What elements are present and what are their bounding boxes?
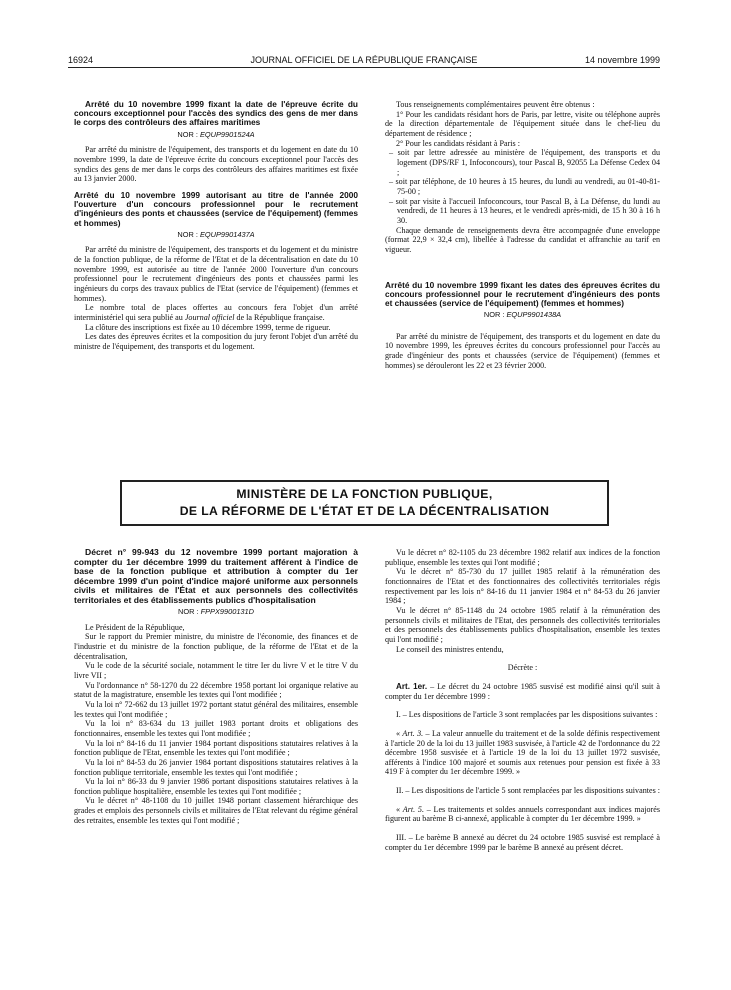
info-envelope: Chaque demande de renseignements devra être accompagnée d'une enveloppe (format 22,9 × 32,4 cm), libellée à l'adresse du candidat et affranchie au tarif en vigueur.	[385, 225, 660, 254]
section-2: II. – Les dispositions de l'article 5 sont remplacées par les dispositions suivantes :	[396, 786, 661, 796]
decret-para-8: Vu la loi n° 84-53 du 26 janvier 1984 portant dispositions statutaires relatives à la fonction publique territoriale, ensemble les textes qui l'ont modifiée ;	[74, 757, 358, 777]
decret-para-9: Vu la loi n° 86-33 du 9 janvier 1986 portant dispositions statutaires relatives à la fonction publique hospitalière, ensemble les textes qui l'ont modifiée ;	[74, 777, 358, 796]
section-3: III. – Le barème B annexé au décret du 24 octobre 1985 susvisé est remplacé à compter du 1er décembre 1999 par le barème B annexé au présent décret.	[385, 833, 660, 852]
arrete-3-title: Arrêté du 10 novembre 1999 fixant les dates des épreuves écrites du concours professionnel pour le recrutement d'ingénieurs des ponts et chaussées (service de l'équipement) (femmes et hommes)	[385, 279, 660, 308]
info-paris: 2° Pour les candidats résidant à Paris :	[396, 138, 520, 148]
info-dash-letter: – soit par lettre adressée au ministère de l'équipement, des transports et du logement (DPS/RF 1, Infoconcours), tour Pascal B, 92055 La Défense Cedex 04 ;	[389, 148, 660, 177]
section-2-quote	[385, 805, 660, 824]
banner-line-1: MINISTÈRE DE LA FONCTION PUBLIQUE,	[236, 487, 493, 501]
page-number: 16924	[68, 55, 94, 65]
decrete: Décrète :	[507, 663, 538, 673]
nor-code: EQUP9901524A	[199, 129, 255, 139]
nor-code: EQUP9901438A	[506, 310, 562, 320]
left-bottom-column	[74, 548, 358, 825]
section-1: I. – Les dispositions de l'article 3 sont remplacées par les dispositions suivantes :	[396, 710, 658, 720]
arrete-1-title: Arrêté du 10 novembre 1999 fixant la date de l'épreuve écrite du concours exceptionnel pour l'accès des syndics des gens de mer dans le corps des contrôleurs des affaires maritimes	[74, 99, 358, 128]
text-part: Le nombre total de places offertes au concours fera l'objet d'un arrêté interministériel qui sera publié au	[74, 303, 358, 322]
arrete-1-nor	[74, 130, 358, 140]
arrete-3-body: Par arrêté du ministre de l'équipement, des transports et du logement en date du 10 novembre 1999, les épreuves écrites du concours professionnel pour l'accès au grade d'ingénieur des ponts et chaussées (service de l'équipement) (femmes et hommes) se dérouleront les 22 et 23 février 2000.	[385, 331, 660, 370]
article-ref-italic: Art. 5.	[402, 804, 424, 814]
decret-para-5: Vu la loi n° 72-662 du 13 juillet 1972 portant statut général des militaires, ensemble les textes qui l'ont modifiée ;	[74, 699, 358, 719]
decret-nor	[74, 607, 358, 617]
info-dash-visit: – soit par visite à l'accueil Infoconcours, tour Pascal B, à La Défense, du lundi au vendredi, de 11 heures à 13 heures, et le vendredi après-midi, de 15 h 30 à 16 h 30.	[389, 196, 660, 225]
decret-para-1: Le Président de la République,	[85, 622, 185, 632]
decret-para-2: Sur le rapport du Premier ministre, du ministre de l'économie, des finances et de l'industrie et du ministre de la fonction publique, de la réforme de l'Etat et de la décentralisation,	[74, 632, 358, 661]
nor-label: NOR :	[483, 310, 507, 320]
journal-title: JOURNAL OFFICIEL DE LA RÉPUBLIQUE FRANÇAISE	[250, 55, 478, 65]
arrete-2-para-1: Par arrêté du ministre de l'équipement, des transports et du logement et du ministre de la fonction publique, de la réforme de l'Etat et de la décentralisation en date du 10 novembre 1999, est autorisée au titre de l'année 2000 l'ouverture d'un concours professionnel pour le recrutement d'ingénieurs des ponts et chaussées parmi les ingénieurs du corps des travaux publics de l'Etat (service de l'équipement) (femmes et hommes).	[74, 245, 358, 303]
info-dash-phone: – soit par téléphone, de 10 heures à 15 heures, du lundi au vendredi, au 01-40-81-75-00 ;	[389, 177, 660, 196]
quote-text: – La valeur annuelle du traitement et de la solde définis respectivement à l'article 20 de la loi du 13 juillet 1983 susvisée, à l'article 42 de l'ordonnance du 22 décembre 1958 susvisée et à l'article 19 de la loi du 13 juillet 1972 susvisée, afférents à l'indice 100 majoré et soumis aux retenues pour pension est fixée à 33 419 F à compter du 1er décembre 1999. »	[385, 728, 660, 777]
section-1-quote	[385, 729, 660, 777]
quote-text: – Les traitements et soldes annuels correspondant aux indices majorés figurent au barème B ci-annexé, applicable à compter du 1er décembre 1999. »	[385, 804, 660, 824]
issue-date: 14 novembre 1999	[584, 55, 660, 65]
arrete-2-para-4: Les dates des épreuves écrites et la composition du jury feront l'objet d'un arrêté du ministre de l'équipement, des transports et du logement.	[74, 332, 358, 351]
journal-officiel-italic: Journal officiel	[184, 312, 235, 322]
text-part: de la République française.	[234, 312, 325, 322]
decret-title: Décret n° 99-943 du 12 novembre 1999 portant majoration à compter du 1er décembre 1999 du traitement afférent à l'indice de base de la fonction publique et attribution à compter du 1er décembre 1999 d'un point d'indice majoré uniforme aux personnels civils et militaires de l'État et aux personnels des collectivités territoriales et des établissements publics d'hospitalisation	[74, 547, 358, 605]
decret-para-3: Vu le code de la sécurité sociale, notamment le titre Ier du livre V et le titre V du livre VII ;	[74, 661, 358, 680]
article-ref-italic: Art. 3.	[402, 728, 424, 738]
article-1-label: Art. 1er.	[396, 681, 428, 691]
info-intro: Tous renseignements complémentaires peuvent être obtenus :	[396, 100, 595, 109]
ministry-banner	[120, 480, 609, 526]
vu-decret-1985-730: Vu le décret n° 85-730 du 17 juillet 1985 relatif à la rémunération des fonctionnaires de l'Etat et des fonctionnaires des collectivités territoriales régis respectivement par les lois n° 84-16 du 11 janvier 1984 et n° 84-53 du 26 janvier 1984 ;	[385, 567, 660, 606]
quote-open: «	[396, 728, 403, 738]
article-1	[385, 682, 660, 701]
arrete-1-body: Par arrêté du ministre de l'équipement, des transports et du logement en date du 10 novembre 1999, la date de l'épreuve écrite du concours exceptionnel pour l'accès des syndics des gens de mer dans le corps des contrôleurs des affaires maritimes est fixée au 13 janvier 2000.	[74, 145, 358, 184]
arrete-2-para-2	[74, 303, 358, 322]
article-1-text: – Le décret du 24 octobre 1985 susvisé est modifié ainsi qu'il suit à compter du 1er décembre 1999 :	[385, 681, 660, 701]
left-top-column	[74, 100, 358, 352]
info-outside-paris: 1° Pour les candidats résidant hors de Paris, par lettre, visite ou téléphone auprès de la direction départementale de l'équipement située dans le chef-lieu du département de résidence ;	[385, 109, 660, 138]
banner-line-2: DE LA RÉFORME DE L'ÉTAT ET DE LA DÉCENTRALISATION	[179, 504, 550, 518]
decret-para-6: Vu la loi n° 83-634 du 13 juillet 1983 portant droits et obligations des fonctionnaires, ensemble les textes qui l'ont modifiée ;	[74, 719, 358, 738]
nor-label: NOR :	[177, 129, 200, 139]
nor-label: NOR :	[177, 229, 200, 239]
vu-decret-1985-1148: Vu le décret n° 85-1148 du 24 octobre 1985 relatif à la rémunération des personnels civils et militaires de l'Etat, des personnels des collectivités territoriales et des personnels des établissements publics d'hospitalisation, ensemble les textes qui l'ont modifié ;	[385, 605, 660, 644]
conseil-ministres: Le conseil des ministres entendu,	[396, 644, 504, 654]
arrete-2-para-3: La clôture des inscriptions est fixée au 10 décembre 1999, terme de rigueur.	[85, 322, 331, 332]
nor-code: FPPX9900131D	[200, 607, 254, 616]
decret-para-10: Vu le décret n° 48-1108 du 10 juillet 1948 portant classement hiérarchique des grades et emplois des personnels civils et militaires de l'Etat relevant du régime général des retraites, ensemble les textes qui l'ont modifié ;	[74, 796, 358, 825]
nor-label: NOR :	[177, 607, 201, 616]
header-rule	[68, 67, 660, 68]
right-bottom-column	[385, 548, 660, 852]
decret-para-7: Vu la loi n° 84-16 du 11 janvier 1984 portant dispositions statutaires relatives à la fonction publique de l'Etat, ensemble les textes qui l'ont modifiée ;	[74, 738, 358, 758]
arrete-2-title: Arrêté du 10 novembre 1999 autorisant au titre de l'année 2000 l'ouverture d'un concours professionnel pour le recrutement d'ingénieurs des ponts et chaussées (service de l'équipement) (femmes et hommes)	[74, 189, 358, 228]
vu-decret-1982: Vu le décret n° 82-1105 du 23 décembre 1982 relatif aux indices de la fonction publique, ensemble les textes qui l'ont modifié ;	[385, 548, 660, 567]
quote-open: «	[396, 804, 403, 814]
decret-para-4: Vu l'ordonnance n° 58-1270 du 22 décembre 1958 portant loi organique relative au statut de la magistrature, ensemble les textes qui l'ont modifiée ;	[74, 680, 358, 700]
arrete-2-nor	[74, 230, 358, 240]
right-top-column	[385, 100, 660, 370]
arrete-3-nor	[385, 310, 660, 320]
nor-code: EQUP9901437A	[199, 229, 255, 239]
